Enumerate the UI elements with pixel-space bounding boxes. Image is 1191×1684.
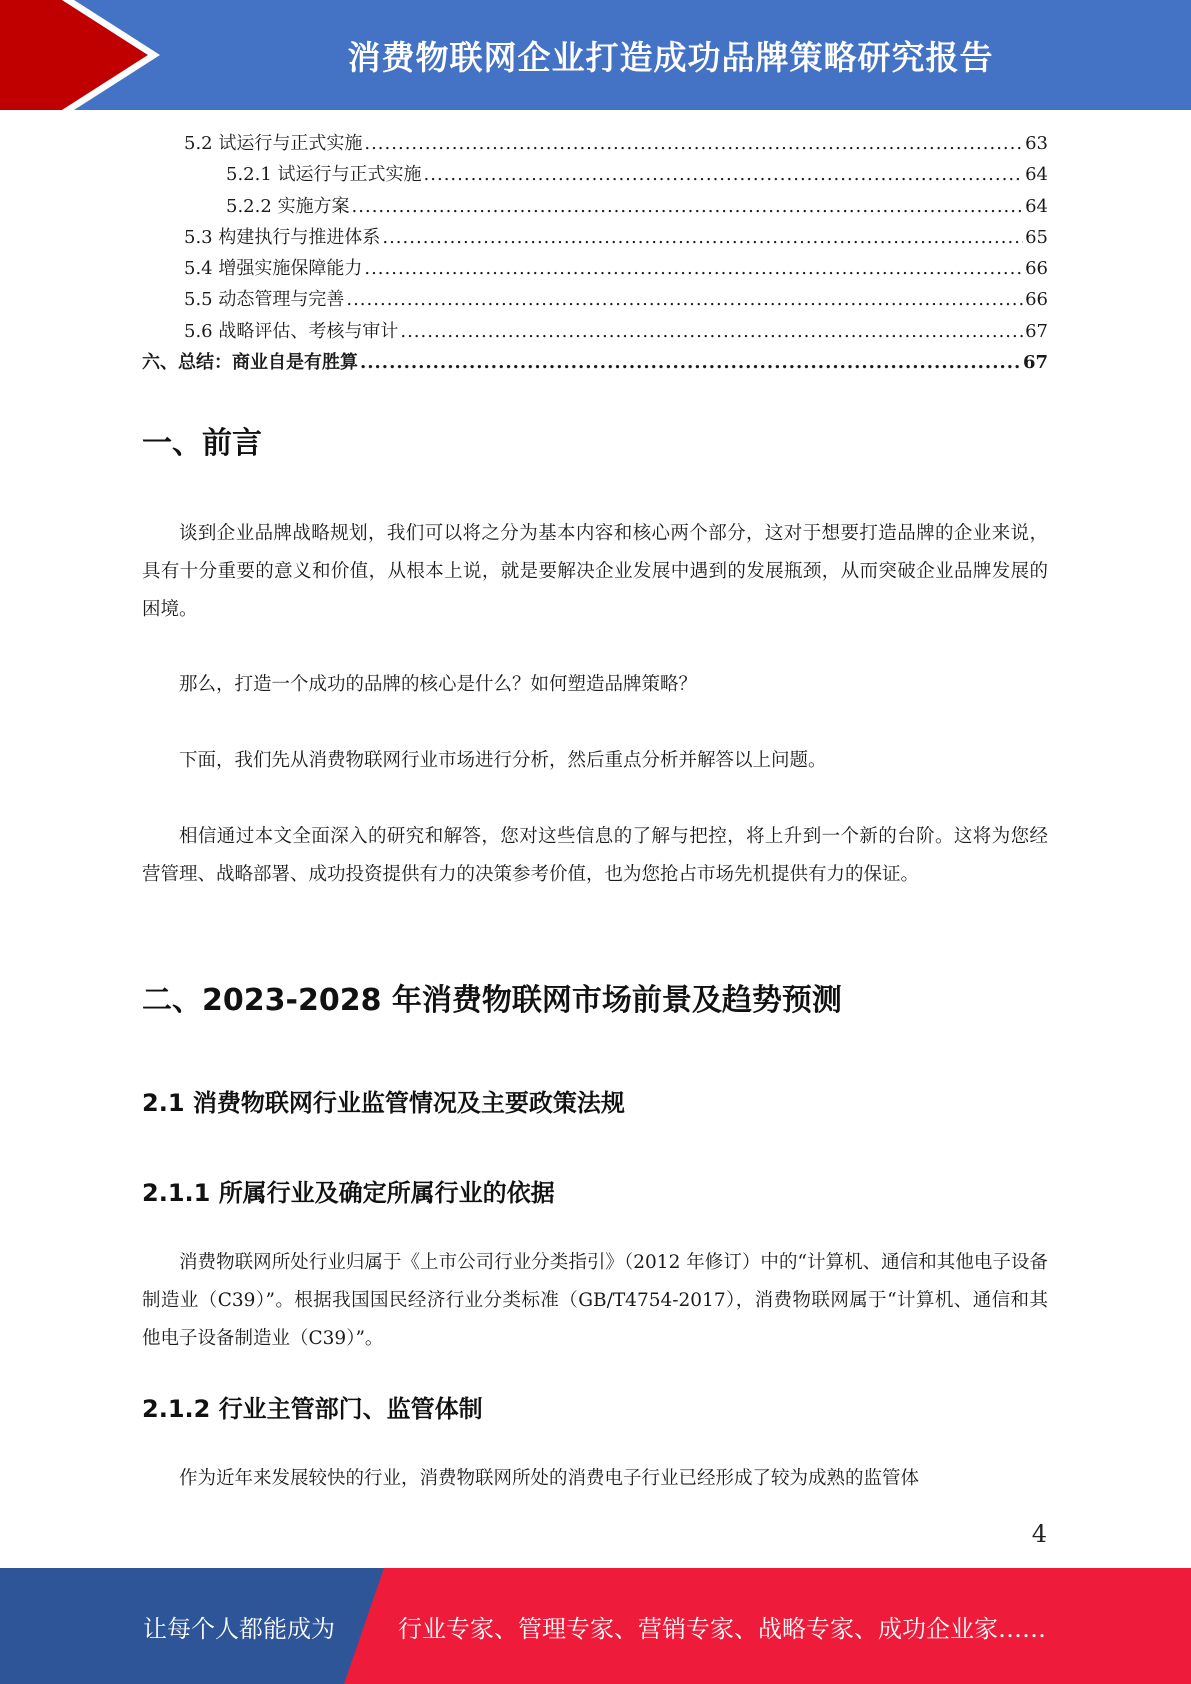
toc-item-label: 5.6 战略评估、考核与审计 — [184, 320, 399, 342]
page-header — [0, 0, 1191, 110]
toc-item-page: 65 — [1025, 226, 1048, 248]
paragraph: 消费物联网所处行业归属于《上市公司行业分类指引》（2012 年修订）中的“计算机、通信和其他电子设备制造业（C39）”。根据我国国民经济行业分类标准（GB/T4754-2017），消费物联网属于“计算机、通信和其他电子设备制造业（C39）”。 — [142, 1252, 1048, 1349]
page-footer — [0, 1568, 1191, 1684]
paragraph: 谈到企业品牌战略规划，我们可以将之分为基本内容和核心两个部分，这对于想要打造品牌的企业来说，具有十分重要的意义和价值，从根本上说，就是要解决企业发展中遇到的发展瓶颈，从而突破企业品牌发展的困境。 — [142, 523, 1048, 620]
toc-leader-dots — [364, 128, 1023, 159]
toc-leader-dots — [352, 191, 1024, 222]
footer-slogan-right: 行业专家、管理专家、营销专家、战略专家、成功企业家…… — [398, 1614, 1046, 1643]
toc-item-label: 5.2.1 试运行与正式实施 — [226, 164, 422, 186]
toc-item-label: 5.5 动态管理与完善 — [184, 289, 345, 311]
toc-item[interactable] — [142, 316, 1048, 347]
toc-item-label: 5.4 增强实施保障能力 — [184, 258, 363, 280]
table-of-contents — [142, 128, 1048, 378]
toc-item-page: 67 — [1025, 320, 1048, 342]
toc-item[interactable] — [142, 253, 1048, 284]
toc-item-page: 66 — [1025, 258, 1048, 280]
toc-item-page: 63 — [1025, 133, 1048, 154]
toc-item[interactable] — [142, 159, 1048, 190]
toc-item[interactable] — [142, 222, 1048, 253]
paragraph: 那么，打造一个成功的品牌的核心是什么？如何塑造品牌策略？ — [179, 674, 698, 695]
toc-item-page: 64 — [1025, 164, 1048, 186]
paragraph: 相信通过本文全面深入的研究和解答，您对这些信息的了解与把控，将上升到一个新的台阶。这将为您经营管理、战略部署、成功投资提供有力的决策参考价值，也为您抢占市场先机提供有力的保证。 — [142, 826, 1048, 885]
subsection-heading: 2.1.2 行业主管部门、监管体制 — [142, 1395, 483, 1423]
toc-item-label: 5.3 构建执行与推进体系 — [184, 226, 381, 248]
toc-leader-dots — [360, 347, 1021, 378]
toc-leader-dots — [424, 159, 1024, 190]
paragraph: 下面，我们先从消费物联网行业市场进行分析，然后重点分析并解答以上问题。 — [179, 750, 827, 771]
toc-item-page: 66 — [1025, 289, 1048, 311]
toc-item[interactable] — [142, 128, 1048, 159]
toc-leader-dots — [346, 284, 1023, 315]
toc-item[interactable] — [142, 347, 1048, 378]
toc-leader-dots — [400, 316, 1023, 347]
subsection-heading: 2.1 消费物联网行业监管情况及主要政策法规 — [142, 1089, 625, 1117]
toc-item-label: 5.2.2 实施方案 — [226, 195, 350, 217]
page-number: 4 — [1031, 1520, 1047, 1548]
toc-item-page: 64 — [1025, 195, 1048, 217]
toc-leader-dots — [364, 253, 1023, 284]
toc-item[interactable] — [142, 191, 1048, 222]
subsection-heading: 2.1.1 所属行业及确定所属行业的依据 — [142, 1179, 555, 1207]
section-heading-chapter2: 二、2023-2028 年消费物联网市场前景及趋势预测 — [142, 983, 842, 1018]
footer-slogan-left: 让每个人都能成为 — [143, 1614, 335, 1643]
section-heading-preface: 一、前言 — [142, 426, 262, 461]
paragraph: 作为近年来发展较快的行业，消费物联网所处的消费电子行业已经形成了较为成熟的监管体 — [179, 1468, 920, 1489]
toc-item-label: 5.2 试运行与正式实施 — [184, 133, 363, 154]
toc-item[interactable] — [142, 284, 1048, 315]
report-title: 消费物联网企业打造成功品牌策略研究报告 — [347, 37, 994, 77]
header-red-arrow — [0, 0, 148, 110]
toc-item-label: 六、总结：商业自是有胜算 — [142, 352, 358, 374]
toc-leader-dots — [382, 222, 1023, 253]
toc-item-page: 67 — [1022, 352, 1048, 374]
